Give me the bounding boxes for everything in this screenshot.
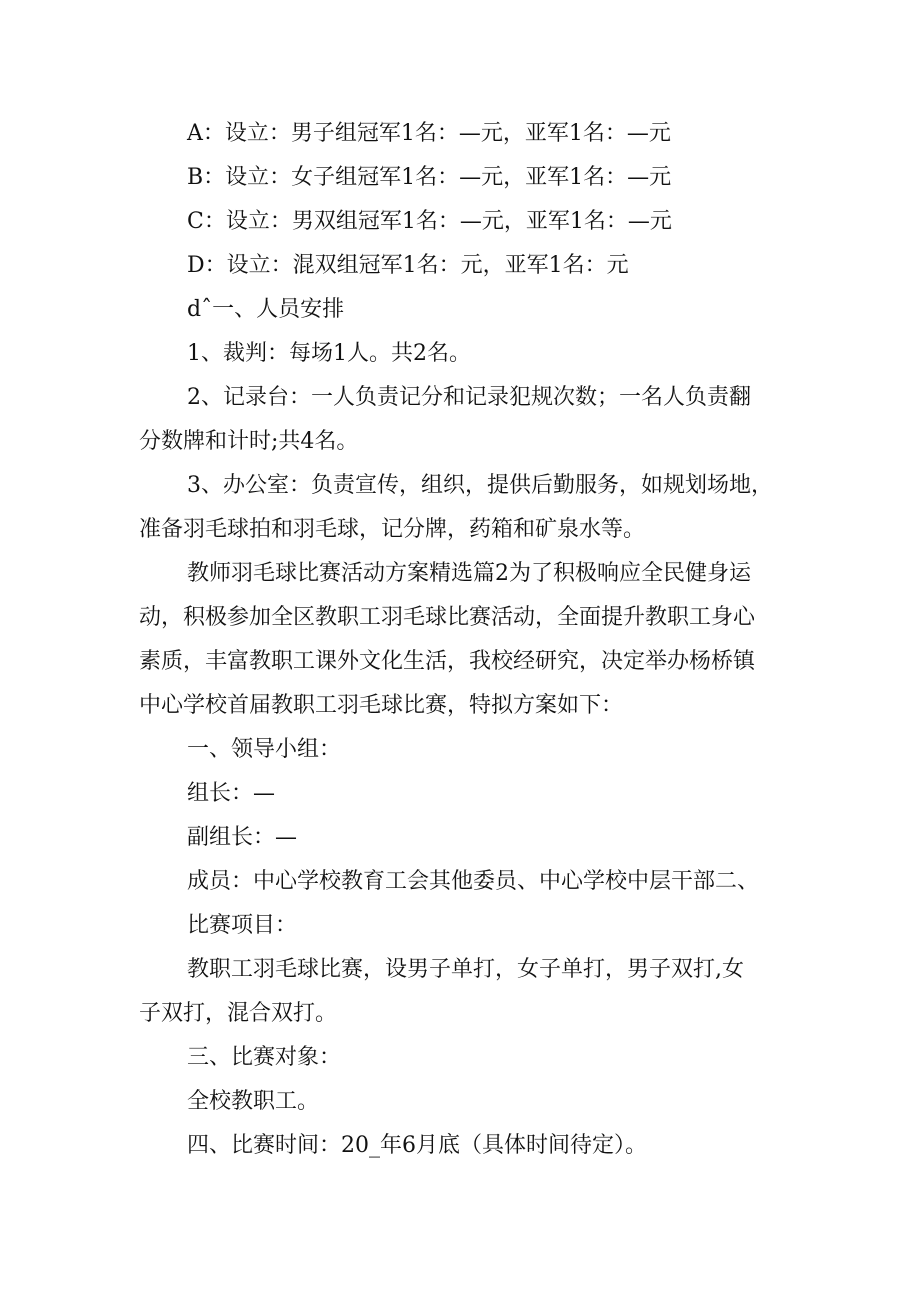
paragraph-intro-cont-2: 素质，丰富教职工课外文化生活，我校经研究，决定举办杨桥镇 — [139, 649, 756, 674]
section-heading-events: 比赛项目： — [187, 913, 298, 938]
events-line: 教职工羽毛球比赛，设男子单打，女子单打，男子双打,女 — [187, 957, 744, 982]
staffing-item-office: 3、办公室：负责宣传，组织，提供后勤服务，如规划场地， — [187, 473, 773, 498]
section-heading-leadership: 一、领导小组： — [187, 737, 342, 762]
paragraph-intro-cont-3: 中心学校首届教职工羽毛球比赛，特拟方案如下： — [139, 693, 624, 718]
prize-line-b: B：设立：女子组冠军1名：—元，亚军1名：—元 — [187, 165, 672, 190]
deputy-leader-line: 副组长：— — [187, 825, 298, 850]
staffing-item-office-cont: 准备羽毛球拍和羽毛球，记分牌，药箱和矿泉水等。 — [139, 517, 646, 542]
events-line-cont: 子双打，混合双打。 — [139, 1001, 338, 1026]
prize-line-c: C：设立：男双组冠军1名：—元，亚军1名：—元 — [187, 209, 672, 234]
section-heading-participants: 三、比赛对象： — [187, 1045, 342, 1070]
section-heading-staffing: dˆ一、人员安排 — [187, 297, 345, 322]
members-line: 成员：中心学校教育工会其他委员、中心学校中层干部二、 — [187, 869, 760, 894]
participants-line: 全校教职工。 — [187, 1089, 320, 1114]
document-body — [139, 112, 799, 1168]
prize-line-a: A：设立：男子组冠军1名：—元，亚军1名：—元 — [187, 121, 671, 146]
paragraph-intro: 教师羽毛球比赛活动方案精选篇2为了积极响应全民健身运 — [187, 561, 751, 586]
paragraph-intro-cont-1: 动，积极参加全区教职工羽毛球比赛活动，全面提升教职工身心 — [139, 605, 756, 630]
staffing-item-scorer-cont: 分数牌和计时;共4名。 — [139, 429, 359, 454]
prize-line-d: D：设立：混双组冠军1名：元，亚军1名：元 — [187, 253, 629, 278]
section-heading-time: 四、比赛时间：20_年6月底（具体时间待定）。 — [187, 1133, 647, 1158]
leader-line: 组长：— — [187, 781, 276, 806]
staffing-item-referee: 1、裁判：每场1人。共2名。 — [187, 341, 471, 366]
staffing-item-scorer: 2、记录台：一人负责记分和记录犯规次数；一名人负责翻 — [187, 385, 751, 410]
